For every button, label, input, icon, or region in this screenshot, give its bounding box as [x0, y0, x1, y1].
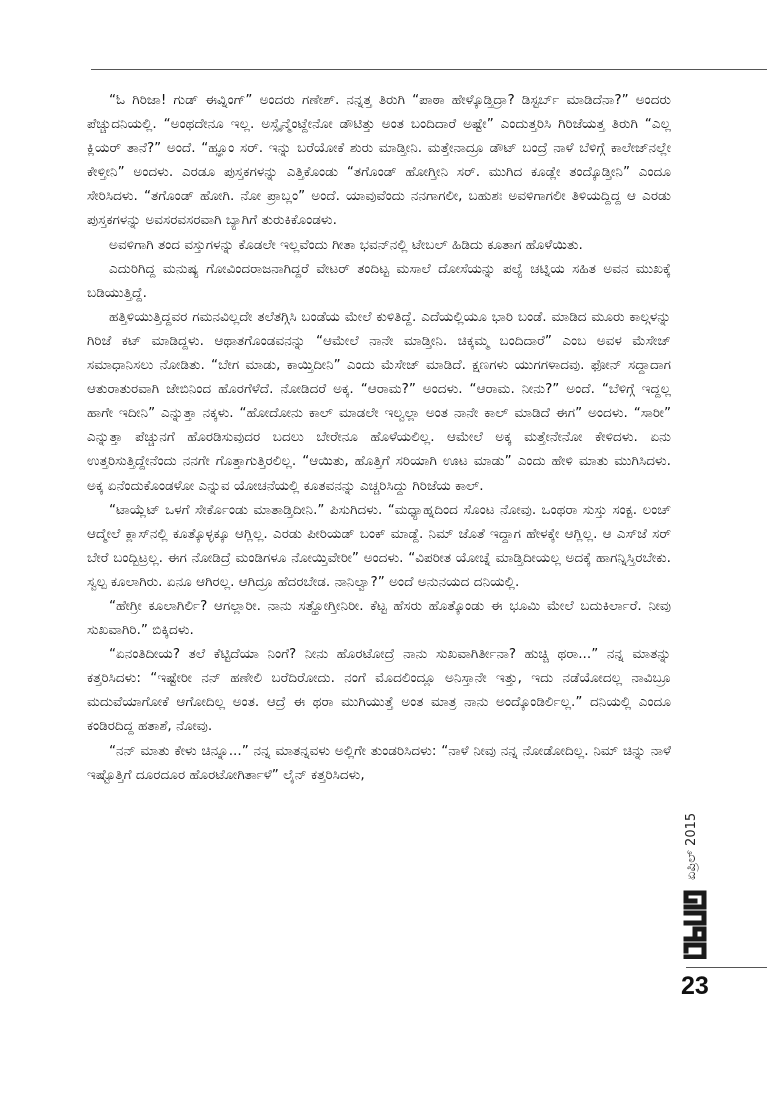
paragraph-1: “ಓ ಗಿರಿಜಾ! ಗುಡ್ ಈವ್ನಿಂಗ್” ಅಂದರು ಗಣೇಶ್. ನನ್ನತ್ತ ತಿರುಗಿ “ಪಾಠಾ ಹೇಳ್ಕೊಡ್ತಿದ್ರಾ? ಡಿಸ್ಟರ್ಬ್ ಮಾಡಿದೆನಾ?” ಅಂದರು ಪೆಚ್ಚುದನಿಯಲ್ಲಿ. “ಅಂಥದೇನೂ ಇಲ್ಲ. ಅಸ್ಸೈನ್ಮೆಂಟ್ದೇನೋ ಡೌಟಿತ್ತು ಅಂತ ಬಂದಿದಾರೆ ಅಷ್ಟೇ” ಎಂದುತ್ತರಿಸಿ ಗಿರಿಜೆಯತ್ತ ತಿರುಗಿ “ಎಲ್ಲ ಕ್ಲಿಯರ್ ತಾನೆ?” ಅಂದೆ. “ಹ್ಞೂಂ ಸರ್. ಇನ್ನು ಬರೆಯೋಕೆ ಶುರು ಮಾಡ್ತೀನಿ. ಮತ್ತೇನಾದ್ರೂ ಡೌಟ್ ಬಂದ್ರೆ ನಾಳೆ ಬೆಳಿಗ್ಗೆ ಕಾಲೇಜ್‌ನಲ್ಲೇ ಕೇಳ್ತೀನಿ” ಅಂದಳು. ಎರಡೂ ಪುಸ್ತಕಗಳನ್ನು ಎತ್ತಿಕೊಂಡು “ತಗೊಂಡ್ ಹೋಗ್ತೀನಿ ಸರ್. ಮುಗಿದ ಕೂಡ್ಲೇ ತಂದ್ಕೊಡ್ತೀನಿ” ಎಂದೂ ಸೇರಿಸಿದಳು. “ತಗೊಂಡ್ ಹೋಗಿ. ನೋ ಪ್ರಾಬ್ಲಂ” ಅಂದೆ. ಯಾವುವೆಂದು ನನಗಾಗಲೀ, ಬಹುಶಃ ಅವಳಿಗಾಗಲೀ ತಿಳಿಯದ್ದಿದ್ದ ಆ ಎರಡು ಪುಸ್ತಕಗಳನ್ನು ಅವಸರವಸರವಾಗಿ ಬ್ಯಾಗಿಗೆ ತುರುಕಿಕೊಂಡಳು.: [87, 92, 671, 229]
paragraph-6: “ಹೇಗ್ರೀ ಕೂಲಾಗಿರ್ಲಿ? ಆಗಲ್ಲಾರೀ. ನಾನು ಸತ್ಹೋಗ್ತೀನಿರೀ. ಕೆಟ್ಟ ಹೆಸರು ಹೊತ್ಕೊಂಡು ಈ ಭೂಮಿ ಮೇಲೆ ಬದುಕಿರ್ಲಾರೆ. ನೀವು ಸುಖವಾಗಿರಿ.” ಬಿಕ್ಕಿದಳು.: [87, 597, 671, 639]
paragraph-8: “ನನ್ ಮಾತು ಕೇಳು ಚಿನ್ನೂ...” ನನ್ನ ಮಾತನ್ನವಳು ಅಲ್ಲಿಗೇ ತುಂಡರಿಸಿದಳು: “ನಾಳೆ ನೀವು ನನ್ನ ನೋಡೋದಿಲ್ಲ. ನಿಮ್ ಚಿನ್ನು ನಾಳೆ ಇಷ್ಟೊತ್ತಿಗೆ ದೂರದೂರ ಹೊರಟೋಗಿರ್ತಾಳೆ” ಲೈನ್ ಕತ್ತರಿಸಿದಳು,: [87, 742, 671, 783]
paragraph-5: “ಟಾಯ್ಲೆಟ್ ಒಳಗೆ ಸೇರ್ಕೊಂಡು ಮಾತಾಡ್ತಿದೀನಿ.” ಪಿಸುಗಿದಳು. “ಮಧ್ಯಾಹ್ನದಿಂದ ಸೊಂಟ ನೋವು. ಒಂಥರಾ ಸುಸ್ತು ಸಂಕ್ಟ. ಲಂಚ್ ಆದ್ಮೇಲೆ ಕ್ಲಾಸ್‌ನಲ್ಲಿ ಕೂತ್ಕೊಳ್ಳಕ್ಕೂ ಆಗ್ಲಿಲ್ಲ. ಎರಡು ಪೀರಿಯಡ್ ಬಂಕ್ ಮಾಡ್ದೆ. ನಿಮ್ ಜೊತೆ ಇದ್ದಾಗ ಹೇಳಕ್ಕೇ ಆಗ್ಲಿಲ್ಲ. ಆ ಎಸ್‌ಜೆ ಸರ್ ಬೇರೆ ಬಂದ್ಬಿಟ್ರಲ್ಲ. ಈಗ ನೋಡಿದ್ರೆ ಮಂಡಿಗಳೂ ನೋಯ್ತಿವೇರೀ” ಅಂದಳು. “ವಿಪರೀತ ಯೋಚ್ನೆ ಮಾಡ್ತಿದೀಯಲ್ಲ ಅದಕ್ಕೆ ಹಾಗನ್ನಿಸ್ತಿರಬೇಕು. ಸ್ವಲ್ಪ ಕೂಲಾಗಿರು. ಏನೂ ಆಗಿರಲ್ಲ. ಆಗಿದ್ರೂ ಹೆದರಬೇಡ. ನಾನಿಲ್ವಾ?” ಅಂದೆ ಅನುನಯದ ದನಿಯಲ್ಲಿ.: [87, 501, 671, 590]
paragraph-4: ಹತ್ತಿಳಿಯುತ್ತಿದ್ದವರ ಗಮನವಿಲ್ಲದೇ ತಲೆತಗ್ಗಿಸಿ ಬಂಡೆಯ ಮೇಲೆ ಕುಳಿತಿದ್ದೆ. ಎದೆಯಲ್ಲಿಯೂ ಭಾರಿ ಬಂಡೆ. ಮಾಡಿದ ಮೂರು ಕಾಲ್ಗಳನ್ನು ಗಿರಿಜೆ ಕಟ್ ಮಾಡಿದ್ದಳು. ಆಥಾತಗೊಂಡವನನ್ನು “ಆಮೇಲೆ ನಾನೇ ಮಾಡ್ತೀನಿ. ಚಿಕ್ಕಮ್ಮ ಬಂದಿದಾರೆ” ಎಂಬ ಅವಳ ಮೆಸೇಜ್ ಸಮಾಧಾನಿಸಲು ನೋಡಿತು. “ಬೇಗ ಮಾಡು, ಕಾಯ್ತಿದೀನಿ” ಎಂದು ಮೆಸೇಜ್ ಮಾಡಿದೆ. ಕ್ಷಣಗಳು ಯುಗಗಳಾದವು. ಫೋನ್ ಸದ್ದಾದಾಗ ಆತುರಾತುರವಾಗಿ ಜೇಬಿನಿಂದ ಹೊರಗೆಳೆದೆ. ನೋಡಿದರೆ ಅಕ್ಕ. “ಆರಾಮ?” ಅಂದಳು. “ಆರಾಮ. ನೀನು?” ಅಂದೆ. “ಬೆಳಿಗ್ಗೆ ಇದ್ದಲ್ಲ ಹಾಗೇ ಇದೀನಿ” ಎನ್ನುತ್ತಾ ನಕ್ಕಳು. “ಹೋದೋನು ಕಾಲ್ ಮಾಡಲೇ ಇಲ್ವಲ್ಲಾ ಅಂತ ನಾನೇ ಕಾಲ್ ಮಾಡಿದೆ ಈಗ” ಅಂದಳು. “ಸಾರೀ” ಎನ್ನುತ್ತಾ ಪೆಚ್ಚುನಗೆ ಹೊರಡಿಸುವುದರ ಬದಲು ಬೇರೇನೂ ಹೊಳೆಯಲಿಲ್ಲ. ಆಮೇಲೆ ಅಕ್ಕ ಮತ್ತೇನೇನೋ ಕೇಳಿದಳು. ಏನು ಉತ್ತರಿಸುತ್ತಿದ್ದೇನೆಂದು ನನಗೇ ಗೊತ್ತಾಗುತ್ತಿರಲಿಲ್ಲ. “ಆಯಿತು, ಹೊತ್ತಿಗೆ ಸರಿಯಾಗಿ ಊಟ ಮಾಡು” ಎಂದು ಹೇಳಿ ಮಾತು ಮುಗಿಸಿದಳು. ಅಕ್ಕ ಏನೆಂದುಕೊಂಡಳೋ ಎನ್ನುವ ಯೋಚನೆಯಲ್ಲಿ ಕೂತವನನ್ನು ಎಚ್ಚರಿಸಿದ್ದು ಗಿರಿಜೆಯ ಕಾಲ್.: [87, 308, 671, 494]
article-body: [87, 88, 671, 787]
paragraph-2: ಅವಳಿಗಾಗಿ ತಂದ ವಸ್ತುಗಳನ್ನು ಕೊಡಲೇ ಇಲ್ಲವೆಂದು ಗೀತಾ ಭವನ್‌ನಲ್ಲಿ ಟೇಬಲ್ ಹಿಡಿದು ಕೂತಾಗ ಹೊಳೆಯಿತು.: [109, 236, 583, 253]
magazine-logo-mark: [682, 889, 708, 959]
paragraph-7: “ಏನಂತಿದೀಯ? ತಲೆ ಕೆಟ್ಟಿದೆಯಾ ನಿಂಗೆ? ನೀನು ಹೊರಟೋದ್ರೆ ನಾನು ಸುಖವಾಗಿರ್ತೀನಾ? ಹುಚ್ಚಿ ಥರಾ...” ನನ್ನ ಮಾತನ್ನು ಕತ್ತರಿಸಿದಳು: “ಇಷ್ಟೇರೀ ನನ್ ಹಣೇಲಿ ಬರೆದಿರೋದು. ನಂಗೆ ಮೊದಲಿಂದ್ಲೂ ಅನಿಸ್ತಾನೇ ಇತ್ತು, ಇದು ನಡೆಯೋದಲ್ಲ ನಾವಿಬ್ರೂ ಮದುವೆಯಾಗೋಕೆ ಆಗೋದಿಲ್ಲ ಅಂತ. ಆದ್ರೆ ಈ ಥರಾ ಮುಗಿಯುತ್ತೆ ಅಂತ ಮಾತ್ರ ನಾನು ಅಂದ್ಕೊಂಡಿರ್ಲಿಲ್ಲ.” ದನಿಯಲ್ಲಿ ಎಂದೂ ಕಂಡಿರದಿದ್ದ ಹತಾಶೆ, ನೋವು.: [87, 646, 671, 735]
header-rule: [91, 69, 767, 70]
paragraph-3: ಎದುರಿಗಿದ್ದ ಮನುಷ್ಯ ಗೋವಿಂದರಾಜನಾಗಿದ್ದರೆ ವೇಟರ್ ತಂದಿಟ್ಟ ಮಸಾಲೆ ದೋಸೆಯನ್ನು ಪಲ್ಯೆ ಚಟ್ನಿಯ ಸಹಿತ ಅವನ ಮುಖಕ್ಕೆ ಬಡಿಯುತ್ತಿದ್ದೆ.: [87, 260, 671, 301]
magazine-logo: [682, 889, 708, 959]
page-number-rule: [686, 967, 767, 968]
page-number: 23: [681, 972, 709, 1000]
issue-date: ಏಪ್ರಿಲ್ 2015: [684, 812, 699, 880]
